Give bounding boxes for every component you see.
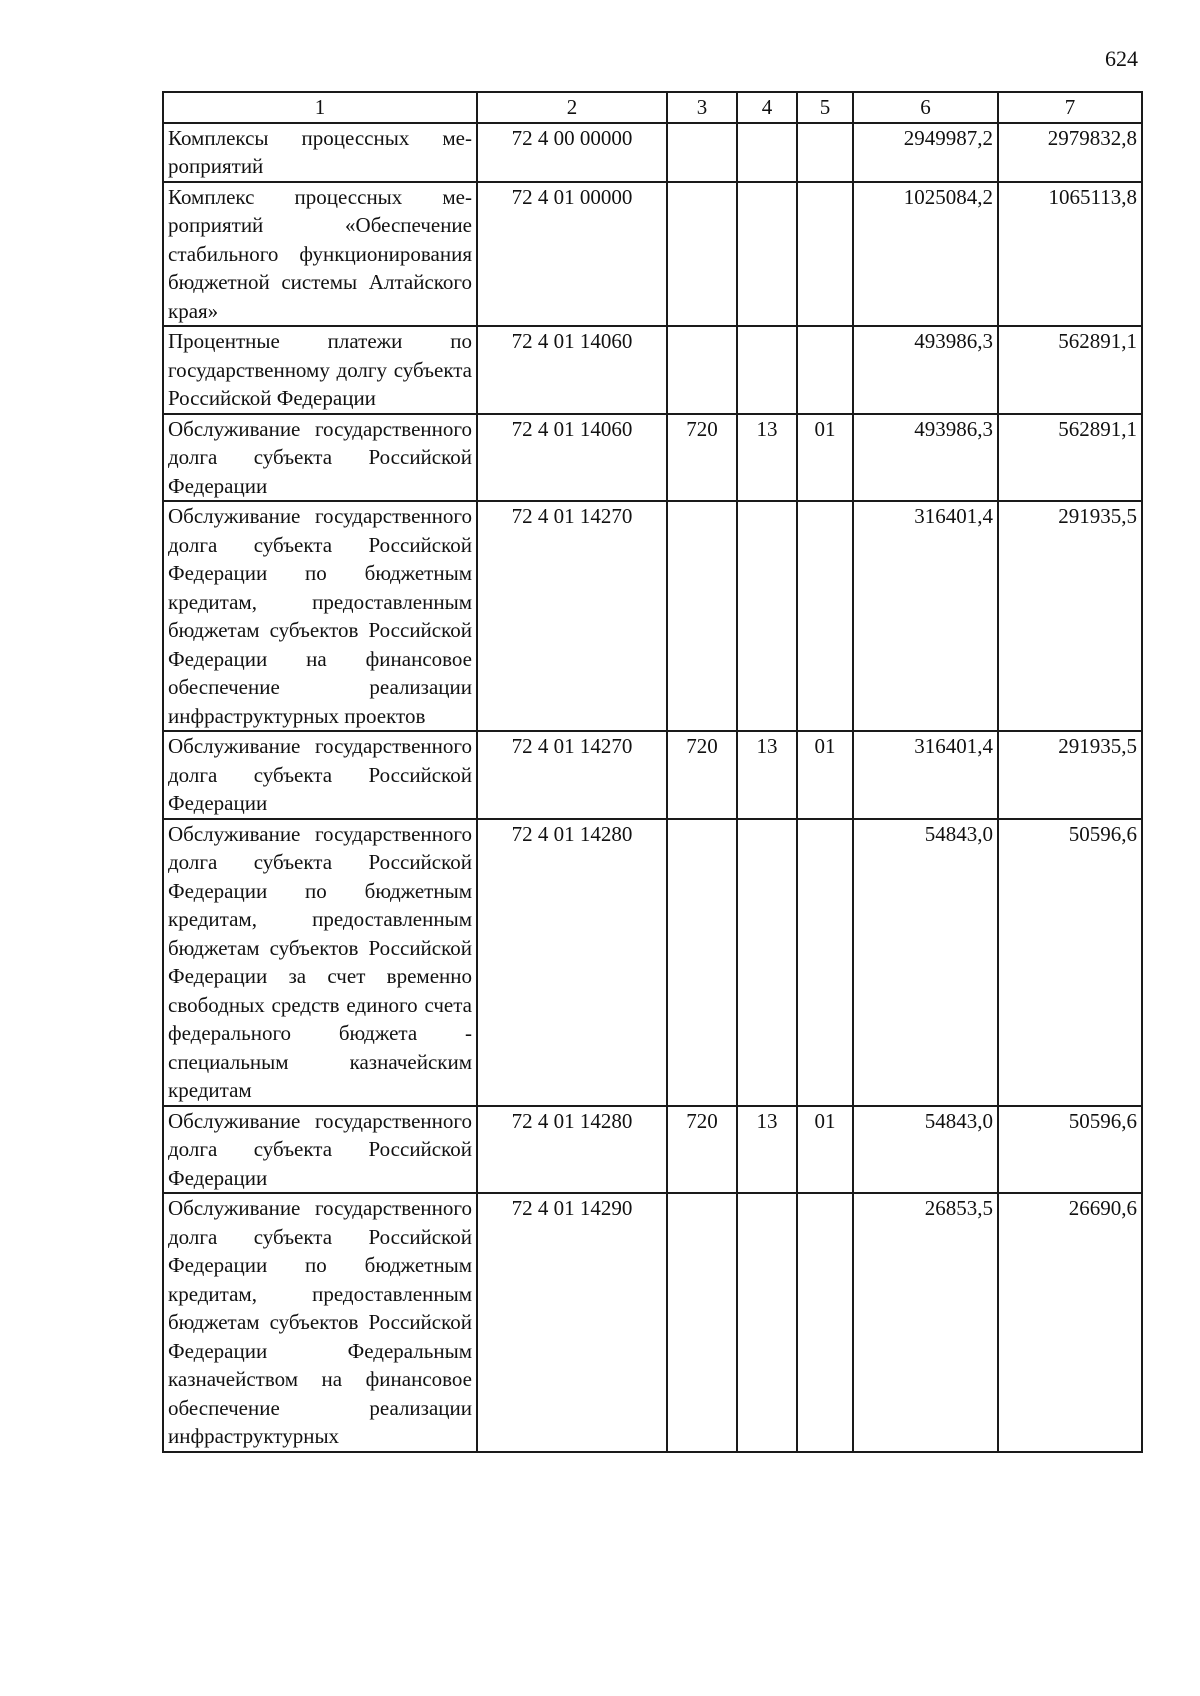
section-code: 13 (737, 731, 797, 819)
subsection-code (797, 182, 853, 327)
table-row (163, 182, 1142, 327)
amount-col7: 26690,6 (998, 1193, 1142, 1452)
section-code (737, 1193, 797, 1452)
amount-col6: 316401,4 (853, 501, 998, 731)
amount-col6: 1025084,2 (853, 182, 998, 327)
column-header: 6 (853, 92, 998, 123)
section-code: 13 (737, 414, 797, 502)
amount-col7: 291935,5 (998, 501, 1142, 731)
expense-type-code (667, 123, 737, 182)
table-row (163, 1193, 1142, 1452)
expense-type-code (667, 182, 737, 327)
column-header: 2 (477, 92, 667, 123)
target-code: 72 4 01 14280 (477, 819, 667, 1106)
table-row (163, 1106, 1142, 1194)
row-name: Комплексы процессных мероприятий (163, 123, 477, 182)
section-code (737, 326, 797, 414)
target-code: 72 4 01 14060 (477, 326, 667, 414)
amount-col7: 562891,1 (998, 414, 1142, 502)
amount-col6: 2949987,2 (853, 123, 998, 182)
row-name: Обслуживание государственного долга субъекта Российской Федерации (163, 1106, 477, 1194)
row-name: Комплекс процессных мероприятий «Обеспечение стабильного функционирования бюджетной системы Алтайского края» (163, 182, 477, 327)
amount-col7: 562891,1 (998, 326, 1142, 414)
section-code: 13 (737, 1106, 797, 1194)
row-name: Обслуживание государственного долга субъекта Российской Федерации (163, 414, 477, 502)
page-number: 624 (1105, 46, 1138, 71)
expense-type-code (667, 1193, 737, 1452)
amount-col6: 54843,0 (853, 819, 998, 1106)
target-code: 72 4 01 14270 (477, 731, 667, 819)
column-number-header-row (163, 92, 1142, 123)
target-code: 72 4 01 14270 (477, 501, 667, 731)
budget-table (162, 91, 1143, 1453)
amount-col6: 493986,3 (853, 414, 998, 502)
amount-col7: 291935,5 (998, 731, 1142, 819)
expense-type-code (667, 326, 737, 414)
expense-type-code: 720 (667, 731, 737, 819)
table-row (163, 501, 1142, 731)
row-name: Обслуживание государственного долга субъекта Российской Федерации по бюджетным кредитам, предоставленным бюджетам субъектов Российской Федерации Федеральным казначейством на финансовое обеспечение реализации инфраструктурных (163, 1193, 477, 1452)
subsection-code (797, 819, 853, 1106)
subsection-code (797, 501, 853, 731)
subsection-code (797, 326, 853, 414)
column-header: 5 (797, 92, 853, 123)
amount-col7: 2979832,8 (998, 123, 1142, 182)
expense-type-code: 720 (667, 1106, 737, 1194)
amount-col7: 1065113,8 (998, 182, 1142, 327)
amount-col6: 316401,4 (853, 731, 998, 819)
amount-col6: 54843,0 (853, 1106, 998, 1194)
table-row (163, 326, 1142, 414)
subsection-code: 01 (797, 414, 853, 502)
row-name: Процентные платежи по государственному долгу субъекта Российской Федерации (163, 326, 477, 414)
row-name: Обслуживание государственного долга субъекта Российской Федерации (163, 731, 477, 819)
subsection-code: 01 (797, 1106, 853, 1194)
expense-type-code (667, 501, 737, 731)
subsection-code (797, 1193, 853, 1452)
expense-type-code: 720 (667, 414, 737, 502)
section-code (737, 819, 797, 1106)
column-header: 4 (737, 92, 797, 123)
target-code: 72 4 01 00000 (477, 182, 667, 327)
column-header: 7 (998, 92, 1142, 123)
column-header: 3 (667, 92, 737, 123)
amount-col7: 50596,6 (998, 819, 1142, 1106)
target-code: 72 4 01 14060 (477, 414, 667, 502)
section-code (737, 182, 797, 327)
amount-col6: 26853,5 (853, 1193, 998, 1452)
target-code: 72 4 01 14290 (477, 1193, 667, 1452)
column-header: 1 (163, 92, 477, 123)
table-row (163, 123, 1142, 182)
table-row (163, 731, 1142, 819)
table-row (163, 819, 1142, 1106)
target-code: 72 4 00 00000 (477, 123, 667, 182)
amount-col6: 493986,3 (853, 326, 998, 414)
section-code (737, 123, 797, 182)
subsection-code (797, 123, 853, 182)
table-row (163, 414, 1142, 502)
section-code (737, 501, 797, 731)
row-name: Обслуживание государственного долга субъекта Российской Федерации по бюджетным кредитам, предоставленным бюджетам субъектов Российской Федерации за счет временно свободных средств единого счета федерального бюджета - специальным казначейским кредитам (163, 819, 477, 1106)
row-name: Обслуживание государственного долга субъекта Российской Федерации по бюджетным кредитам, предоставленным бюджетам субъектов Российской Федерации на финансовое обеспечение реализации инфраструктурных проектов (163, 501, 477, 731)
expense-type-code (667, 819, 737, 1106)
amount-col7: 50596,6 (998, 1106, 1142, 1194)
subsection-code: 01 (797, 731, 853, 819)
target-code: 72 4 01 14280 (477, 1106, 667, 1194)
